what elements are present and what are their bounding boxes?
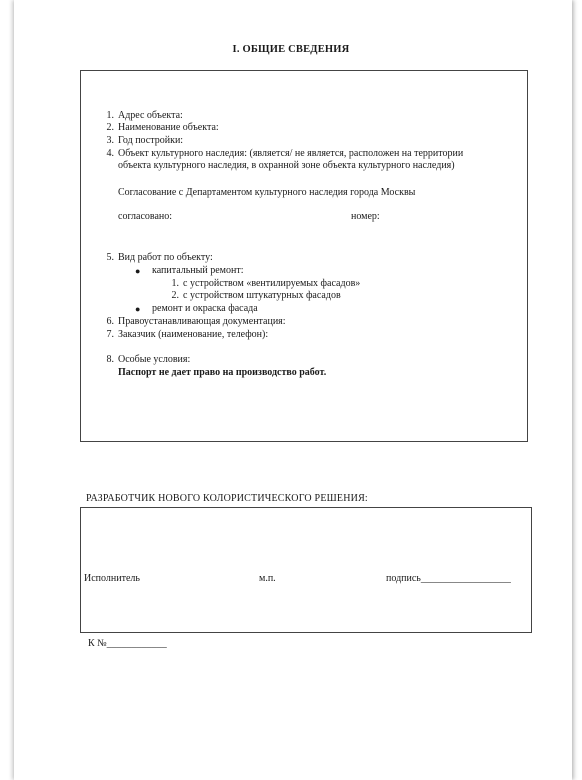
work-repair-painting: ремонт и окраска фасада [152, 303, 258, 314]
sub-item-plaster-facades: с устройством штукатурных фасадов [183, 290, 341, 301]
item-4-text: Объект культурного наследия: (является/ не является, расположен на территории [118, 148, 464, 159]
item-1-text: Адрес объекта: [118, 110, 183, 121]
executor-label: Исполнитель [84, 573, 140, 584]
developer-section-title: РАЗРАБОТЧИК НОВОГО КОЛОРИСТИЧЕСКОГО РЕШЕНИЯ: [86, 493, 368, 504]
agreement-text: Согласование с Департаментом культурного наследия города Москвы [118, 187, 416, 198]
sub-item-2-number: 2. [171, 290, 179, 301]
sub-item-1-number: 1. [171, 278, 179, 289]
item-7-number: 7. [106, 329, 114, 340]
stamp-label: м.п. [259, 573, 276, 584]
item-5-number: 5. [106, 252, 114, 263]
item-4-continuation: объекта культурного наследия, в охранной зоне объекта культурного наследия) [118, 160, 455, 171]
item-8-number: 8. [106, 354, 114, 365]
agreed-label: согласовано: [118, 211, 173, 222]
bullet-icon: ● [135, 266, 141, 276]
item-2-text: Наименование объекта: [118, 122, 219, 133]
special-condition-note: Паспорт не дает право на производство работ. [118, 367, 327, 378]
sub-item-ventilated-facades: с устройством «вентилируемых фасадов» [183, 278, 361, 289]
developer-box [80, 507, 532, 633]
item-6-number: 6. [106, 316, 114, 327]
bullet-icon: ● [135, 304, 141, 314]
item-4-number: 4. [106, 148, 114, 159]
work-capital-repair: капитальный ремонт: [152, 265, 244, 276]
item-8-text: Особые условия: [118, 354, 191, 365]
section-title: I. ОБЩИЕ СВЕДЕНИЯ [232, 44, 350, 55]
item-5-text: Вид работ по объекту: [118, 252, 213, 263]
item-3-text: Год постройки: [118, 135, 184, 146]
item-1-number: 1. [106, 110, 114, 121]
signature-field: подпись__________________ [386, 573, 511, 584]
number-label: номер: [351, 211, 380, 222]
k-number-field: К №____________ [88, 638, 167, 649]
item-2-number: 2. [106, 122, 114, 133]
item-6-text: Правоустанавливающая документация: [118, 316, 286, 327]
item-7-text: Заказчик (наименование, телефон): [118, 329, 269, 340]
item-3-number: 3. [106, 135, 114, 146]
